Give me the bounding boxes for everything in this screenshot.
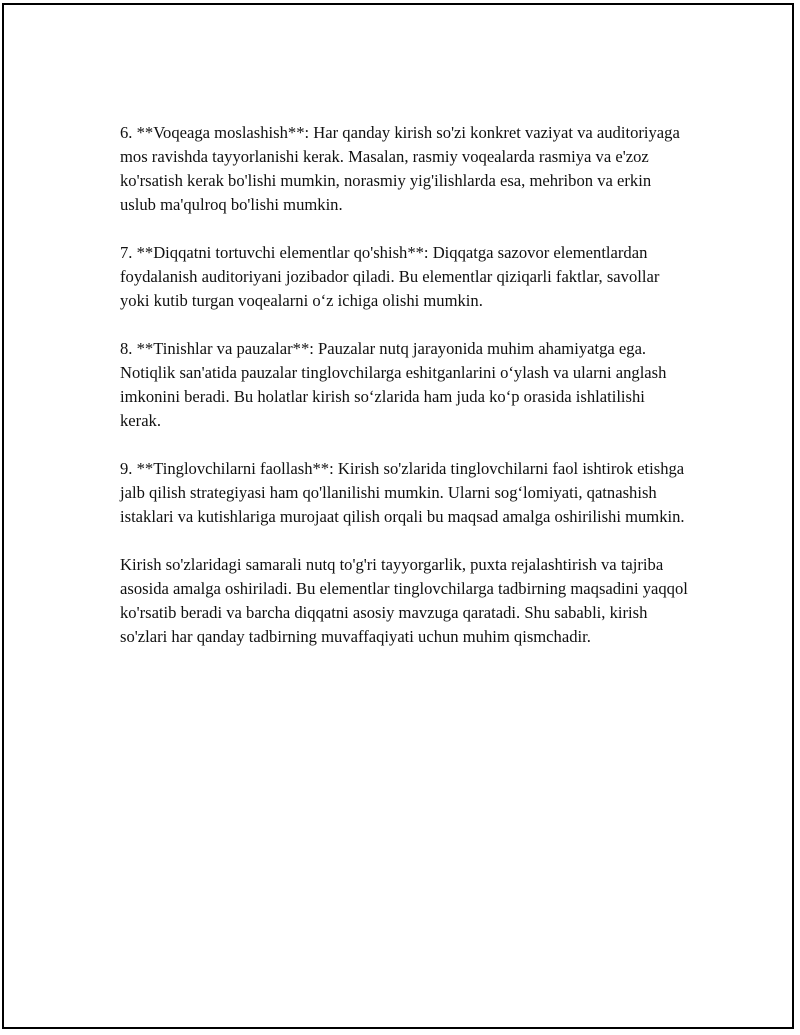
document-body	[120, 121, 690, 673]
document-page	[2, 3, 794, 1029]
paragraph-conclusion: Kirish so'zlaridagi samarali nutq to'g'ri tayyorgarlik, puxta rejalashtirish va tajriba asosida amalga oshiriladi. Bu elementlar tinglovchilarga tadbirning maqsadini yaqqol ko'rsatib beradi va barcha diqqatni asosiy mavzuga qaratadi. Shu sababli, kirish so'zlari har qanday tadbirning muvaffaqiyati uchun muhim qismchadir.	[120, 555, 688, 646]
paragraph-7-attention-elements: 7. **Diqqatni tortuvchi elementlar qo'shish**: Diqqatga sazovor elementlardan foydalanish auditoriyani jozibador qiladi. Bu elementlar qiziqarli faktlar, savollar yoki kutib turgan voqealarni o‘z ichiga olishi mumkin.	[120, 243, 660, 310]
paragraph-8-pauses: 8. **Tinishlar va pauzalar**: Pauzalar nutq jarayonida muhim ahamiyatga ega. Notiqlik san'atida pauzalar tinglovchilarga eshitganlarini o‘ylash va ularni anglash imkonini beradi. Bu holatlar kirish so‘zlarida ham juda ko‘p orasida ishlatilishi kerak.	[120, 339, 667, 430]
paragraph-6-event-adaptation: 6. **Voqeaga moslashish**: Har qanday kirish so'zi konkret vaziyat va auditoriyaga mos ravishda tayyorlanishi kerak. Masalan, rasmiy voqealarda rasmiya va e'zoz ko'rsatish kerak bo'lishi mumkin, norasmiy yig'ilishlarda esa, mehribon va erkin uslub ma'qulroq bo'lishi mumkin.	[120, 123, 680, 214]
paragraph-9-audience-engagement: 9. **Tinglovchilarni faollash**: Kirish so'zlarida tinglovchilarni faol ishtirok etishga jalb qilish strategiyasi ham qo'llanilishi mumkin. Ularni sog‘lomiyati, qatnashish istaklari va kutishlariga murojaat qilish orqali bu maqsad amalga oshirilishi mumkin.	[120, 459, 685, 526]
